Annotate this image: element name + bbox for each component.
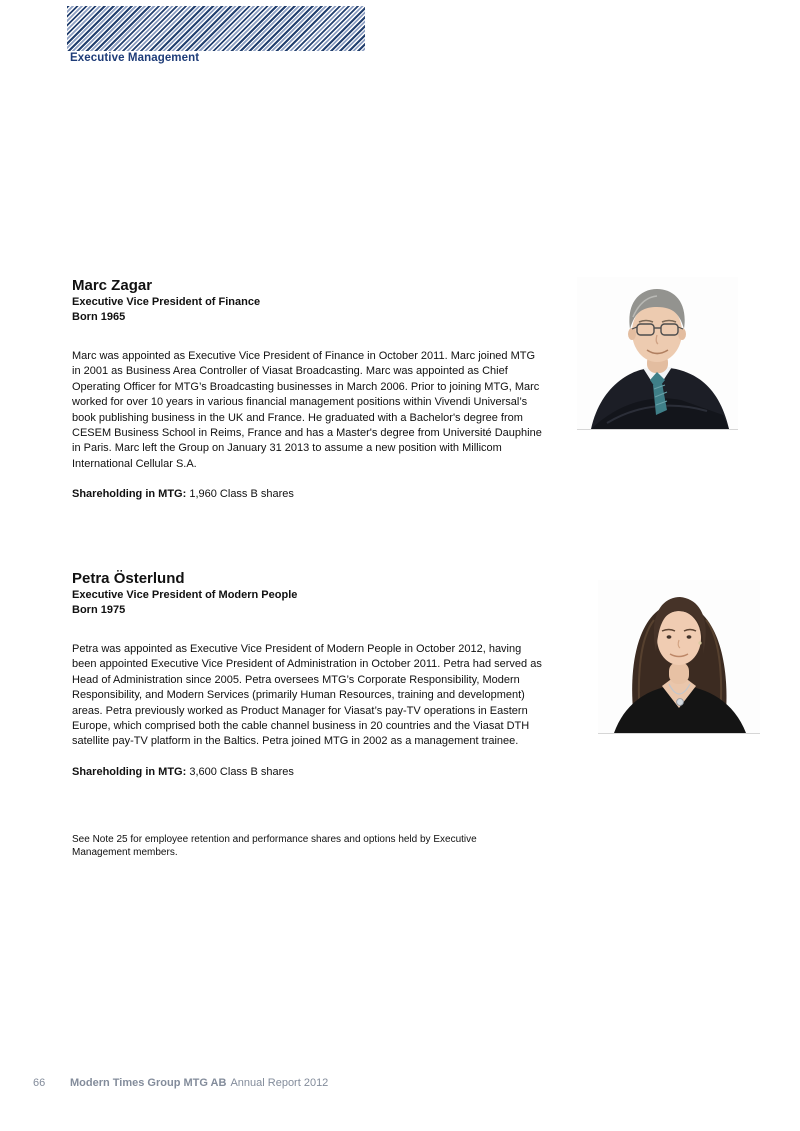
section-title: Executive Management xyxy=(70,52,200,64)
shareholding-value: 1,960 Class B shares xyxy=(189,488,294,501)
page-number: 66 xyxy=(33,1077,46,1089)
shareholding-value: 3,600 Class B shares xyxy=(189,765,294,778)
profile-born: Born 1965 xyxy=(72,311,126,323)
profile-bio: Petra was appointed as Executive Vice President of Modern People in October 2012, having been appointed Executive Vice President of Administration in October 2011. Petra had served as Head of Administration since 2005. Petra oversees MTG’s Corporate Responsibility, Modern Responsibility, and Modern Services (primarily Human Resources, training and development) areas. Petra previously worked as Product Manager for Viasat’s pay-TV operations in Eastern Europe, which comprised both the cable channel business in 20 countries and the Viasat DTH satellite pay-TV platform in the Baltics. Petra joined MTG in 2002 as a management trainee. xyxy=(72,643,542,748)
profile-petra-osterlund xyxy=(72,570,546,780)
profile-bio: Marc was appointed as Executive Vice President of Finance in October 2011. Marc joined MTG in 2001 as Business Area Controller of Viasat Broadcasting. Marc was appointed as Chief Operating Officer for MTG’s Broadcasting businesses in March 2006. Prior to joining MTG, Marc worked for over 10 years in various financial management positions within Vivendi Universal’s book publishing business in the UK and France. He graduated with a Bachelor's degree from CESEM Business School in Reims, France and has a Master's degree from Université Dauphine in Paris. Marc left the Group on January 31 2013 to assume a new position with Millicom International Cellular S.A. xyxy=(72,350,542,470)
petra-osterlund-photo xyxy=(598,580,760,734)
page-footer xyxy=(33,1077,328,1089)
shareholding-label: Shareholding in MTG: xyxy=(72,765,187,778)
profile-name: Marc Zagar xyxy=(72,277,153,294)
profile-name: Petra Österlund xyxy=(72,570,185,587)
marc-zagar-photo xyxy=(577,277,738,430)
shareholding-label: Shareholding in MTG: xyxy=(72,488,187,501)
note-text: See Note 25 for employee retention and performance shares and options held by Executive Management members. xyxy=(72,834,477,858)
profile-born: Born 1975 xyxy=(72,604,126,616)
footer-company: Modern Times Group MTG AB xyxy=(70,1077,227,1089)
shareholding-line xyxy=(72,765,546,780)
profile-title: Executive Vice President of Modern People xyxy=(72,589,298,601)
profile-marc-zagar xyxy=(72,277,546,502)
marc-zagar-portrait-illustration xyxy=(577,277,738,429)
footer-report-title: Annual Report 2012 xyxy=(230,1077,329,1089)
petra-osterlund-portrait-illustration xyxy=(598,580,760,733)
profile-title: Executive Vice President of Finance xyxy=(72,296,261,308)
section-hatch-pattern xyxy=(67,6,365,51)
shareholding-line xyxy=(72,487,546,502)
